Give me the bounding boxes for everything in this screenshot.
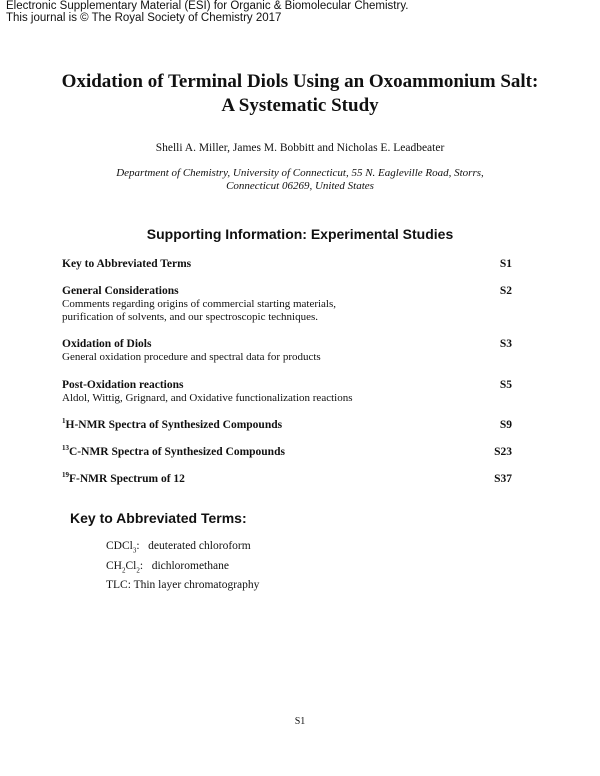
definition: deuterated chloroform [148,540,251,552]
toc-page: S3 [499,338,512,350]
affiliation-line1: Department of Chemistry, University of Connecticut, 55 N. Eagleville Road, Storrs, [116,167,484,179]
paper-title-line2: A Systematic Study [221,95,379,116]
toc-title [62,418,522,432]
toc-entry-13c-nmr [62,445,522,459]
nucleus-superscript: 19 [62,471,69,480]
toc-entry-general-considerations [62,284,522,324]
toc-page: S9 [499,419,512,431]
toc-entry-19f-nmr [62,472,522,486]
key-term-ch2cl2 [106,557,259,577]
si-heading: Supporting Information: Experimental Studies [146,226,454,242]
term: $CH_2Cl_2$: [106,559,144,574]
affiliation [60,167,540,193]
toc-page: S5 [499,379,512,391]
key-heading: Key to Abbreviated Terms: [70,510,247,526]
toc-title [62,445,522,459]
toc-title [62,472,522,486]
toc-title-text: F-NMR Spectrum of 12 [69,473,185,485]
definition: dichloromethane [151,559,229,572]
toc-desc: Comments regarding origins of commercial starting materials, [62,298,337,310]
toc-desc: purification of solvents, and our spectroscopic techniques. [62,311,318,323]
toc-title-text: H-NMR Spectra of Synthesized Compounds [65,419,283,431]
paper-title-line1: Oxidation of Terminal Diols Using an Oxoammonium Salt: [61,71,539,92]
toc-entry-post-oxidation [62,378,522,405]
key-term-cdcl3 [106,537,259,557]
toc-desc: General oxidation procedure and spectral data for products [62,351,321,363]
toc-title: Post-Oxidation reactions [62,379,184,391]
paper-title [0,70,600,118]
term: TLC: Thin layer chromatography [106,579,260,591]
nucleus-superscript: 1 [62,417,66,426]
toc-page: S37 [494,473,512,485]
nucleus-superscript: 13 [62,444,69,453]
esi-header-line1: Electronic Supplementary Material (ESI) for Organic & Biomolecular Chemistry. [6,0,409,12]
toc-page: S2 [499,285,512,297]
term: CDCl$_3$: [106,540,140,555]
toc-title: Key to Abbreviated Terms [62,258,192,270]
key-term-tlc [106,576,259,596]
toc-page: S1 [499,258,512,270]
page-number: S1 [294,716,306,727]
toc-entry-1h-nmr [62,418,522,432]
key-terms-list [106,537,259,596]
toc-title: General Considerations [62,285,179,297]
toc-page: S23 [494,446,512,458]
affiliation-line2: Connecticut 06269, United States [226,180,374,192]
authors: Shelli A. Miller, James M. Bobbitt and Nicholas E. Leadbeater [155,142,445,154]
toc-title: Oxidation of Diols [62,338,152,350]
toc-desc: Aldol, Wittig, Grignard, and Oxidative functionalization reactions [62,392,353,404]
toc-entry-oxidation-of-diols [62,337,522,364]
esi-header-line2: This journal is © The Royal Society of Chemistry 2017 [6,12,282,24]
table-of-contents [62,257,522,486]
esi-header [6,0,408,24]
toc-title-text: C-NMR Spectra of Synthesized Compounds [69,446,285,458]
toc-entry-key-terms [62,257,522,271]
